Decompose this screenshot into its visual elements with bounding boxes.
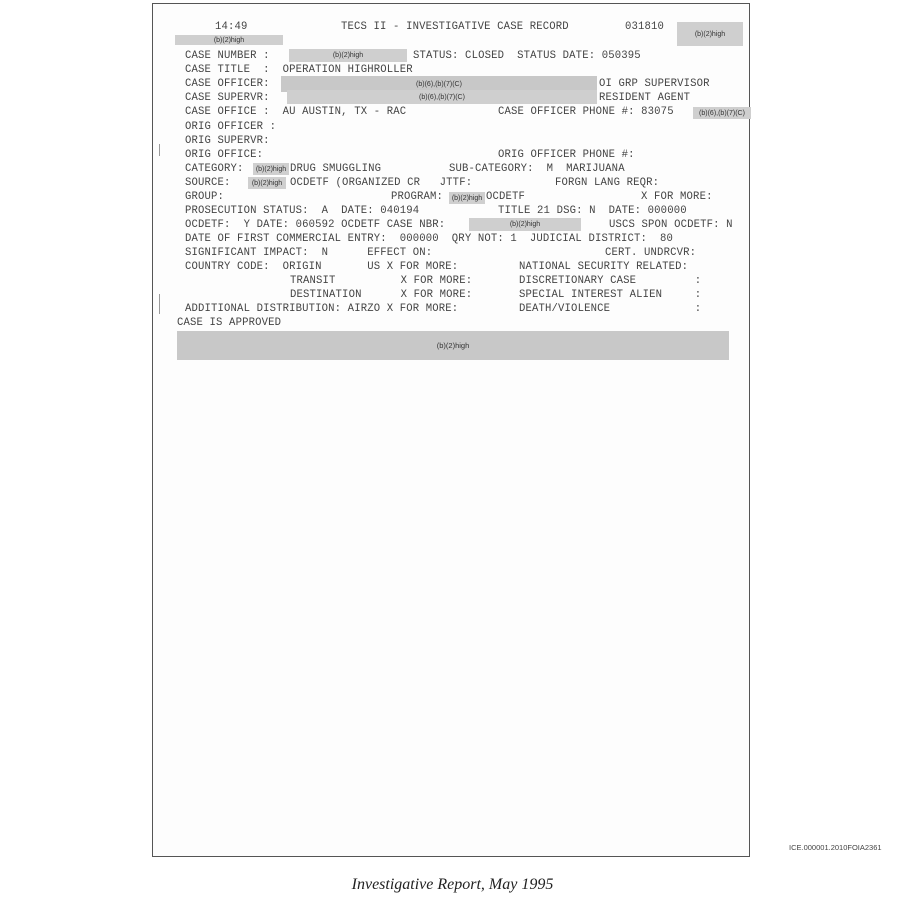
death-violence: DEATH/VIOLENCE :	[519, 303, 702, 315]
case-officer-title: OI GRP SUPERVISOR	[599, 78, 710, 90]
sub-category: SUB-CATEGORY: M MARIJUANA	[449, 163, 625, 175]
group-more: X FOR MORE:	[641, 191, 713, 203]
prosecution-status: PROSECUTION STATUS: A DATE: 040194	[185, 205, 420, 217]
redaction-case-supervisor: (b)(6),(b)(7)(C)	[287, 90, 597, 104]
document-page	[152, 3, 882, 857]
additional-distribution: ADDITIONAL DISTRIBUTION: AIRZO X FOR MORE:	[185, 303, 459, 315]
header-time: 14:49	[215, 21, 248, 33]
header-title: TECS II - INVESTIGATIVE CASE RECORD	[341, 21, 569, 33]
case-supervisor-label: CASE SUPERVR:	[185, 92, 270, 104]
country-code-origin: COUNTRY CODE: ORIGIN US X FOR MORE:	[185, 261, 459, 273]
country-code-transit: TRANSIT X FOR MORE:	[290, 275, 473, 287]
case-number-label: CASE NUMBER :	[185, 50, 270, 62]
redaction-case-number: (b)(2)high	[289, 49, 407, 62]
special-interest-alien: SPECIAL INTEREST ALIEN :	[519, 289, 702, 301]
redaction-category: (b)(2)high	[253, 163, 289, 175]
source-value: OCDETF (ORGANIZED CR JTTF:	[290, 177, 473, 189]
redaction-block: (b)(2)high	[177, 331, 729, 360]
redaction-ocdetf-case: (b)(2)high	[469, 218, 581, 231]
country-code-destination: DESTINATION X FOR MORE:	[290, 289, 473, 301]
case-title: CASE TITLE : OPERATION HIGHROLLER	[185, 64, 413, 76]
foreign-language-req: FORGN LANG REQR:	[555, 177, 660, 189]
redaction-program: (b)(2)high	[449, 192, 485, 204]
orig-office: ORIG OFFICE:	[185, 149, 264, 161]
case-supervisor-title: RESIDENT AGENT	[599, 92, 691, 104]
redaction-under-time: (b)(2)high	[175, 35, 283, 45]
commercial-entry-row: DATE OF FIRST COMMERCIAL ENTRY: 000000 QRY NOT: 1 JUDICIAL DISTRICT: 80	[185, 233, 674, 245]
margin-tick	[159, 294, 160, 314]
margin-tick	[159, 144, 160, 156]
orig-officer-phone: ORIG OFFICER PHONE #:	[498, 149, 635, 161]
orig-supervisor: ORIG SUPERVR:	[185, 135, 270, 147]
category-value: DRUG SMUGGLING	[290, 163, 382, 175]
program-label: PROGRAM:	[391, 191, 444, 203]
program-value: OCDETF	[486, 191, 526, 203]
redaction-header-right: (b)(2)high	[677, 22, 743, 46]
redaction-case-officer: (b)(6),(b)(7)(C)	[281, 76, 597, 92]
ocdetf-row: OCDETF: Y DATE: 060592 OCDETF CASE NBR:	[185, 219, 446, 231]
uscs-spon-ocdetf: USCS SPON OCDETF: N	[609, 219, 733, 231]
document-id: ICE.000001.2010FOIA2361	[789, 843, 882, 852]
category-label: CATEGORY:	[185, 163, 244, 175]
significant-impact: SIGNIFICANT IMPACT: N EFFECT ON:	[185, 247, 433, 259]
case-approved: CASE IS APPROVED	[177, 317, 282, 329]
group-label: GROUP:	[185, 191, 225, 203]
header-code: 031810	[625, 21, 665, 33]
redaction-phone: (b)(6),(b)(7)(C)	[693, 107, 751, 119]
national-security: NATIONAL SECURITY RELATED:	[519, 261, 689, 273]
case-office: CASE OFFICE : AU AUSTIN, TX - RAC	[185, 106, 407, 118]
redaction-source: (b)(2)high	[248, 177, 286, 189]
discretionary-case: DISCRETIONARY CASE :	[519, 275, 702, 287]
case-officer-phone: CASE OFFICER PHONE #: 83075	[498, 106, 674, 118]
case-officer-label: CASE OFFICER:	[185, 78, 270, 90]
source-label: SOURCE:	[185, 177, 231, 189]
case-status: STATUS: CLOSED STATUS DATE: 050395	[413, 50, 641, 62]
cert-undercover: CERT. UNDRCVR:	[605, 247, 697, 259]
orig-officer: ORIG OFFICER :	[185, 121, 277, 133]
title-21-dsg: TITLE 21 DSG: N DATE: 000000	[498, 205, 687, 217]
figure-caption: Investigative Report, May 1995	[351, 876, 554, 893]
